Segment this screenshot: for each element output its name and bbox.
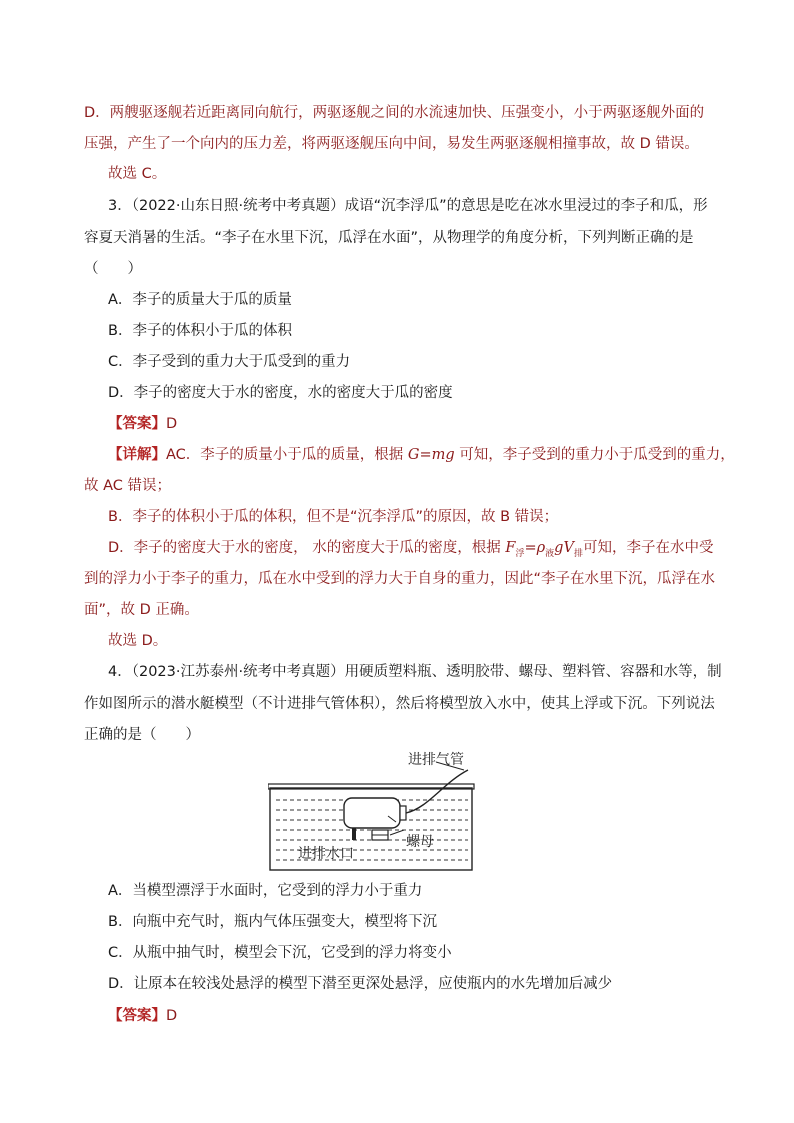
air-tube: [406, 770, 468, 813]
q3-option-d: D．李子的密度大于水的密度，水的密度大于瓜的密度: [108, 385, 453, 401]
answer-tag: 【答案】: [108, 1008, 166, 1024]
q4-option-b: B．向瓶中充气时，瓶内气体压强变大，模型将下沉: [108, 914, 437, 930]
detail-text: D．李子的密度大于水的密度， 水的密度大于瓜的密度，根据: [108, 540, 506, 556]
q3-detail-line2: 故 AC 错误；: [84, 478, 172, 494]
q2-option-d-explanation-line2: 压强，产生了一个向内的压力差，将两驱逐舰压向中间，易发生两驱逐舰相撞事故，故 D 错误。: [84, 136, 699, 152]
q3-detail-line1: [108, 445, 735, 465]
label-nut: 螺母: [406, 833, 434, 849]
water-inlet: [352, 828, 356, 840]
formula-gravity: G=mg: [407, 447, 455, 463]
q3-conclusion: 故选 D。: [108, 633, 168, 649]
detail-text: AC．李子的质量小于瓜的质量，根据: [166, 447, 408, 463]
q3-option-a: A．李子的质量大于瓜的质量: [108, 292, 292, 308]
q3-option-c: C．李子受到的重力大于瓜受到的重力: [108, 354, 351, 370]
q4-answer: [108, 1006, 177, 1026]
q4-stem-line3: 正确的是（ ）: [84, 727, 200, 743]
q2-option-d-explanation-line1: D．两艘驱逐舰若近距离同向航行，两驱逐舰之间的水流速加快、压强变小，小于两驱逐舰外面的: [84, 105, 705, 121]
q4-option-a: A．当模型漂浮于水面时，它受到的浮力小于重力: [108, 883, 423, 899]
label-water-inlet: 进排水口: [298, 845, 354, 861]
q2-conclusion: 故选 C。: [108, 166, 167, 182]
formula-buoyancy: $F_浮=\rho_液gV_排$: [505, 540, 583, 559]
q3-stem-line1: 3．（2022·山东日照·统考中考真题）成语“沉李浮瓜”的意思是吃在冰水里浸过的李子和瓜，形: [108, 198, 708, 214]
label-air-tube: 进排气管: [408, 751, 464, 767]
q3-option-b: B．李子的体积小于瓜的体积: [108, 323, 292, 339]
answer-value: D: [166, 1008, 178, 1024]
q3-stem-line3: （ ）: [84, 261, 142, 277]
detail-text: 可知，李子在水中受: [582, 540, 714, 556]
detail-tag: 【详解】: [108, 447, 166, 463]
answer-tag: 【答案】: [108, 416, 166, 432]
q3-detail-line5: 到的浮力小于李子的重力，瓜在水中受到的浮力大于自身的重力，因此“李子在水里下沉，瓜浮在水: [84, 571, 716, 587]
nut-leader: [390, 830, 404, 835]
answer-value: D: [166, 416, 178, 432]
detail-text: 可知，李子受到的重力小于瓜受到的重力，: [454, 447, 735, 463]
q3-detail-line4: [108, 538, 713, 564]
q3-answer: [108, 414, 177, 434]
q3-detail-line6: 面”，故 D 正确。: [84, 602, 199, 618]
q4-option-c: C．从瓶中抽气时，模型会下沉，它受到的浮力将变小: [108, 945, 452, 961]
q3-detail-line3: B．李子的体积小于瓜的体积，但不是“沉李浮瓜”的原因，故 B 错误；: [108, 509, 559, 525]
q4-option-d: D．让原本在较浅处悬浮的模型下潜至更深处悬浮，应使瓶内的水先增加后减少: [108, 976, 613, 992]
bottle-cap: [400, 806, 406, 820]
plastic-bottle: [344, 798, 400, 828]
q4-stem-line2: 作如图所示的潜水艇模型（不计进排气管体积），然后将模型放入水中，使其上浮或下沉。下列说法: [84, 696, 715, 712]
q3-stem-line2: 容夏天消暑的生活。“李子在水里下沉，瓜浮在水面”，从物理学的角度分析，下列判断正确的是: [84, 230, 694, 246]
submarine-model-figure: [268, 748, 478, 874]
q4-stem-line1: 4．（2023·江苏泰州·统考中考真题）用硬质塑料瓶、透明胶带、螺母、塑料管、容器和水等，制: [108, 664, 722, 680]
